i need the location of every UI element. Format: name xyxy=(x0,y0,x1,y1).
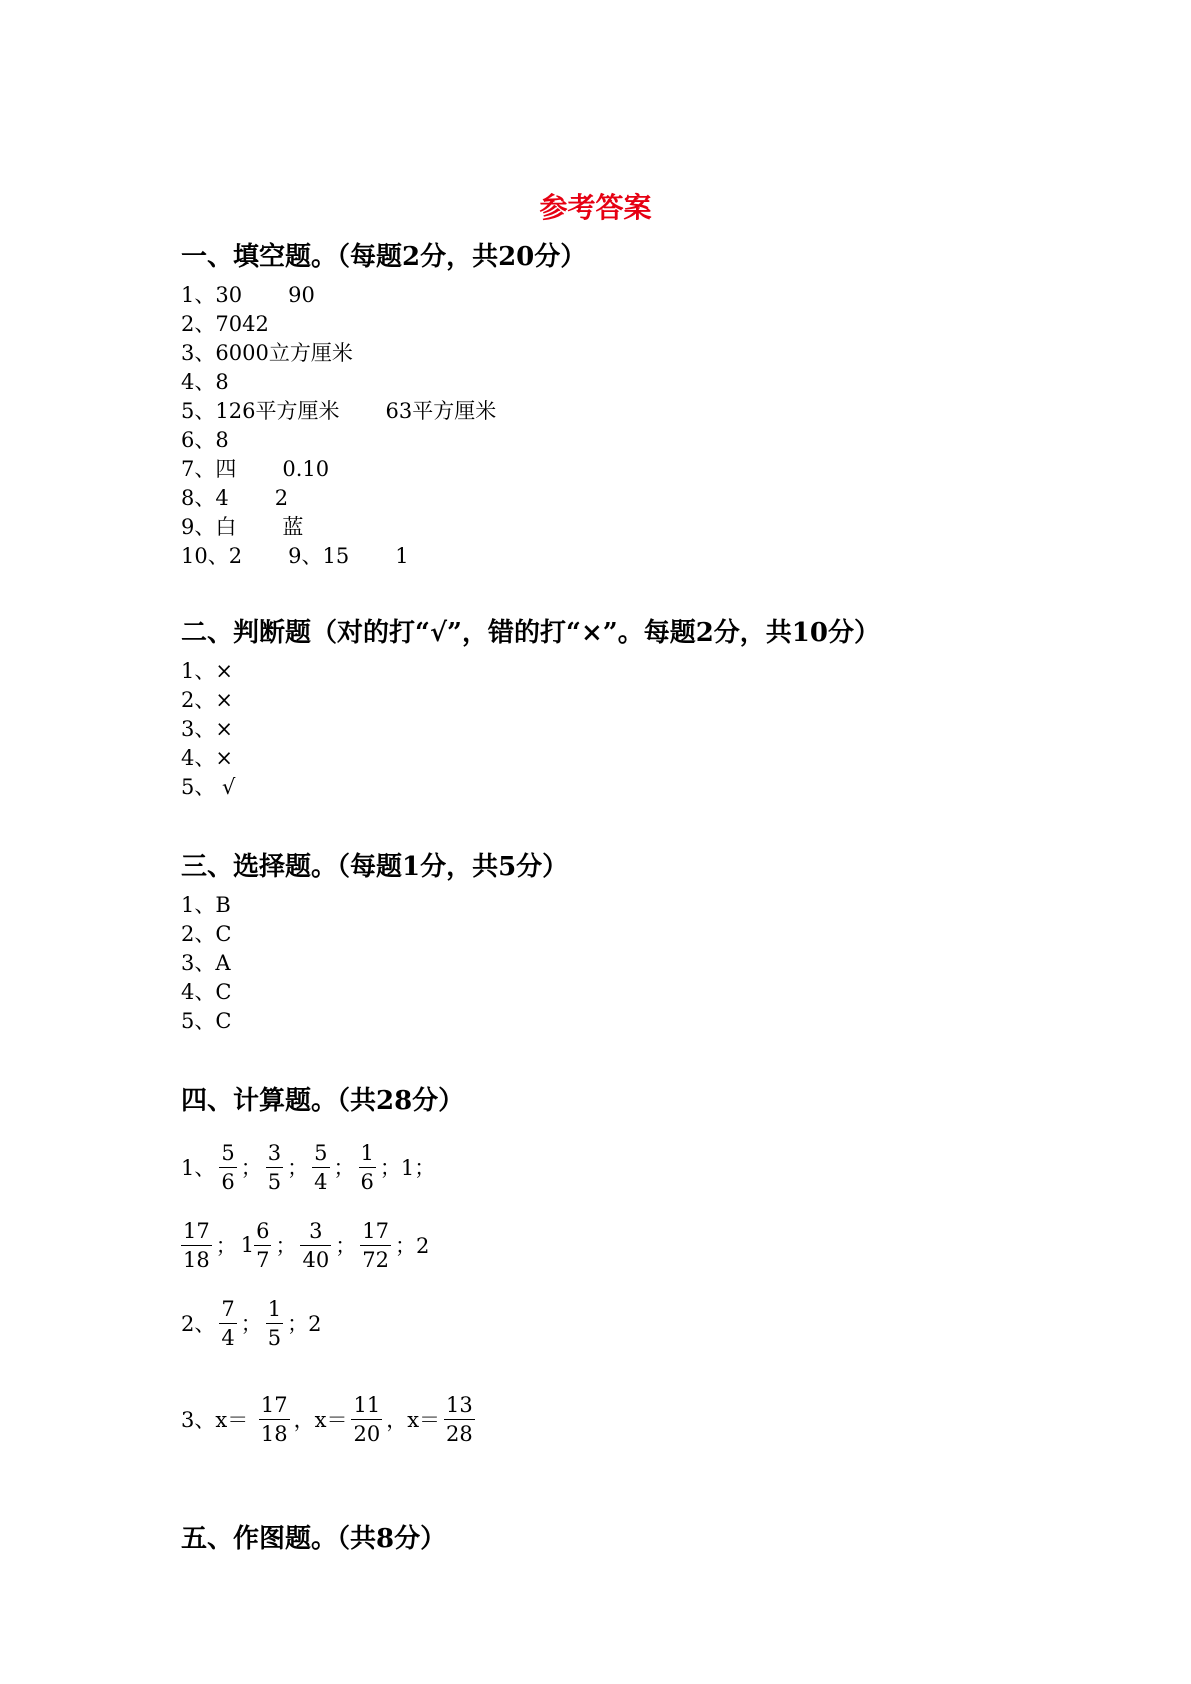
fraction: $\frac{7}{4}$ xyxy=(221,1296,235,1350)
fraction: $\frac{1}{5}$ xyxy=(267,1296,282,1350)
section-3-heading: 三、选择题。（每题1分，共5分） xyxy=(181,852,569,882)
fraction: $\frac{5}{4}$ xyxy=(314,1140,328,1194)
list-item: 2、× xyxy=(181,688,233,712)
list-item: 5、126平方厘米 63平方厘米 xyxy=(181,399,497,423)
list-item: 7、四 0.10 xyxy=(181,457,330,481)
list-item: 2、C xyxy=(181,922,232,946)
page-title: 参考答案 xyxy=(539,191,652,224)
calc-line-2: $\frac{17}{18}$ ； 1 $\frac{6}{7}$ ； $\frac{3}{40}$ ； $\frac{17}{72}$ ；2 xyxy=(183,1218,430,1272)
list-item: 1、30 90 xyxy=(181,283,315,307)
list-item: 9、白 蓝 xyxy=(181,515,304,539)
list-item: 3、× xyxy=(181,717,233,741)
list-item: 8、4 2 xyxy=(181,486,289,510)
fraction: $\frac{11}{20}$ xyxy=(353,1392,381,1446)
fraction: $\frac{3}{40}$ xyxy=(302,1218,330,1272)
fraction: $\frac{17}{18}$ xyxy=(183,1218,210,1272)
list-item: 5、 √ xyxy=(181,775,236,799)
fraction: $\frac{1}{6}$ xyxy=(360,1140,374,1194)
list-item: 2、7042 xyxy=(181,312,269,336)
list-item: 3、A xyxy=(181,951,231,975)
list-item: 3、6000立方厘米 xyxy=(181,341,353,365)
calc-line-4: 3、x＝ $\frac{17}{18}$ ，x＝ $\frac{11}{20}$ ，x＝ $\frac{13}{28}$ xyxy=(181,1392,473,1446)
list-item: 4、× xyxy=(181,746,233,770)
fraction: $\frac{17}{72}$ xyxy=(362,1218,389,1272)
list-item: 6、8 xyxy=(181,428,229,452)
calc-line-3: 2、 $\frac{7}{4}$ ； $\frac{1}{5}$ ；2 xyxy=(181,1296,322,1350)
section-1-heading: 一、填空题。（每题2分，共20分） xyxy=(181,242,587,272)
list-item: 4、C xyxy=(181,980,232,1004)
list-item: 1、× xyxy=(181,659,233,683)
list-item: 10、2 9、15 1 xyxy=(181,544,409,568)
fraction: $\frac{13}{28}$ xyxy=(446,1392,473,1446)
section-4-heading: 四、计算题。（共28分） xyxy=(181,1086,465,1116)
section-5-heading: 五、作图题。（共8分） xyxy=(181,1524,447,1554)
fraction: $\frac{17}{18}$ xyxy=(260,1392,288,1446)
list-item: 1、B xyxy=(181,893,231,917)
section-2-heading: 二、判断题（对的打“√”，错的打“×”。每题2分，共10分） xyxy=(181,618,880,648)
calc-line-1: 1、 $\frac{5}{6}$ ； $\frac{3}{5}$ ； $\frac{5}{4}$ ； $\frac{1}{6}$ ；1； xyxy=(181,1140,436,1194)
list-item: 4、8 xyxy=(181,370,229,394)
fraction: $\frac{6}{7}$ xyxy=(256,1218,270,1272)
list-item: 5、C xyxy=(181,1009,232,1033)
fraction: $\frac{3}{5}$ xyxy=(267,1140,282,1194)
fraction: $\frac{5}{6}$ xyxy=(221,1140,235,1194)
